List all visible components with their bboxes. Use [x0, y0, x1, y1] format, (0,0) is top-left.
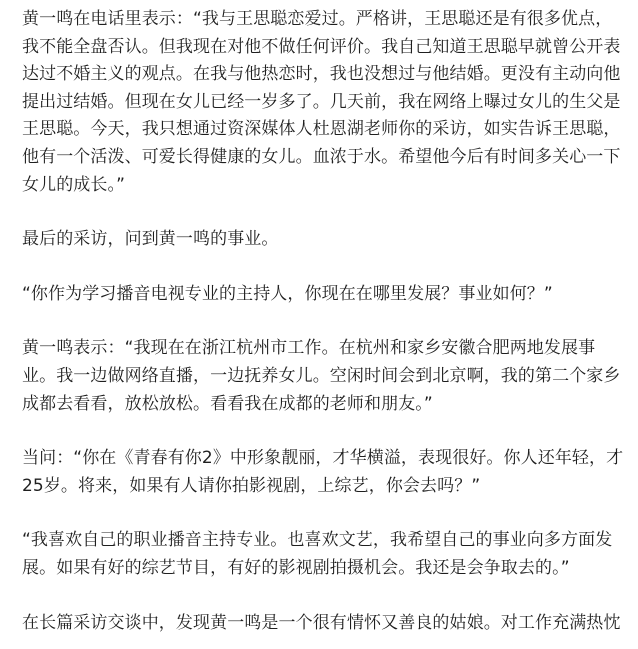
- paragraph-answer-career: 黄一鸣表示：“我现在在浙江杭州市工作。在杭州和家乡安徽合肥两地发展事业。我一边做网络直播，一边抚养女儿。空闲时间会到北京啊，我的第二个家乡成都去看看，放松放松。看看我在成都的老师和朋友。”: [22, 338, 621, 414]
- paragraph-quote-relationship: 黄一鸣在电话里表示：“我与王思聪恋爱过。严格讲，王思聪还是有很多优点，我不能全盘否认。但我现在对他不做任何评价。我自己知道王思聪早就曾公开表达过不婚主义的观点。在我与他热恋时，我也没想过与他结婚。更没有主动向他提出过结婚。但现在女儿已经一岁多了。几天前，我在网络上曝过女儿的生父是王思聪。今天，我只想通过资深媒体人杜恩湖老师你的采访，如实告诉王思聪，他有一个活泼、可爱长得健康的女儿。血浓于水。希望他今后有时间多关心一下女儿的成长。”: [22, 9, 621, 195]
- article-body: [22, 6, 628, 637]
- paragraph-conclusion: 在长篇采访交谈中，发现黄一鸣是一个很有情怀又善良的姑娘。对工作充满热忱: [22, 612, 621, 633]
- paragraph-career-intro: 最后的采访，问到黄一鸣的事业。: [22, 229, 279, 250]
- paragraph-question-future: 当问：“你在《青春有你2》中形象靓丽，才华横溢，表现很好。你人还年轻，才25岁。将来，如果有人请你拍影视剧，上综艺，你会去吗？”: [22, 448, 624, 496]
- paragraph-question-career: “你作为学习播音电视专业的主持人，你现在在哪里发展？事业如何？”: [22, 283, 553, 304]
- paragraph-answer-future: “我喜欢自己的职业播音主持专业。也喜欢文艺，我希望自己的事业向多方面发展。如果有好的综艺节目，有好的影视剧拍摄机会。我还是会争取去的。”: [22, 530, 613, 578]
